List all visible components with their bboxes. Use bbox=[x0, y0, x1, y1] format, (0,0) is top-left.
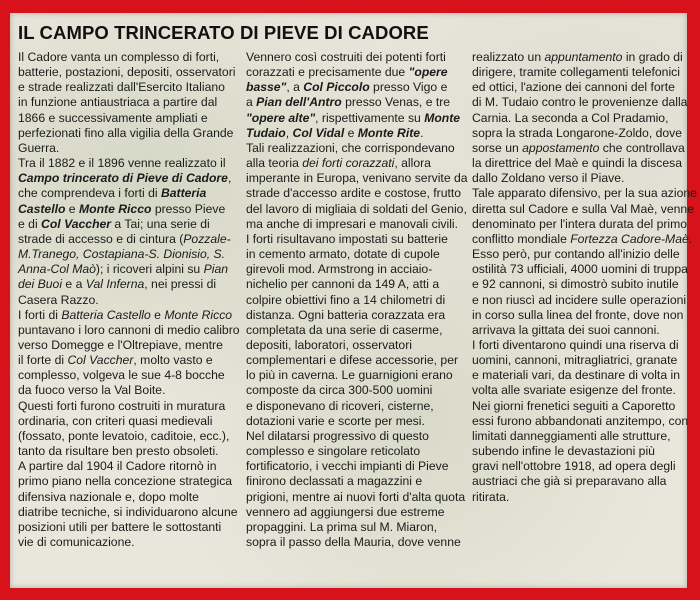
text-line bbox=[246, 186, 468, 201]
bold-italic-run: Castello bbox=[18, 201, 66, 216]
text-run: Tra il 1882 e il 1896 venne realizzato il bbox=[18, 156, 226, 171]
text-line bbox=[472, 171, 697, 186]
text-line bbox=[18, 490, 240, 505]
text-run: strade d'accesso ardite e costose, frutto bbox=[246, 186, 462, 201]
text-line bbox=[246, 414, 468, 429]
text-run: e bbox=[65, 201, 79, 216]
text-run: Nel dilatarsi progressivo di questo bbox=[246, 428, 429, 443]
text-run: 1866 e successivamente ampliati e bbox=[18, 110, 208, 125]
text-run: puntavano i loro cannoni di medio calibro bbox=[18, 322, 240, 337]
text-run: la direttrice del Maè e quindi la discesa bbox=[472, 156, 683, 171]
text-run: a Tai; una serie di bbox=[111, 216, 210, 231]
text-line bbox=[472, 277, 697, 292]
text-line bbox=[472, 444, 697, 459]
text-line bbox=[18, 308, 240, 323]
text-line bbox=[472, 323, 697, 338]
text-run: di M. Tudaio contro le provenienze dalla bbox=[472, 95, 688, 110]
text-line bbox=[18, 111, 240, 126]
text-run: dallo Zoldano verso il Piave. bbox=[472, 171, 625, 186]
text-line bbox=[18, 535, 240, 550]
text-line bbox=[18, 520, 240, 535]
text-run: batterie, postazioni, depositi, osservatori bbox=[18, 65, 236, 80]
bold-italic-run: Monte Ricco bbox=[78, 201, 152, 216]
text-line bbox=[472, 308, 697, 323]
text-line bbox=[246, 202, 468, 217]
text-line bbox=[18, 156, 240, 171]
text-line bbox=[18, 429, 240, 444]
text-run: in corso sulla linea del fronte, dove non bbox=[472, 307, 684, 322]
text-run: ritirata. bbox=[472, 489, 510, 504]
text-run: , rispettivamente su bbox=[315, 110, 425, 125]
page-title: IL CAMPO TRINCERATO DI PIEVE DI CADORE bbox=[18, 22, 429, 43]
text-line bbox=[246, 368, 468, 383]
text-run: I forti risultavano impostati su batterie bbox=[246, 231, 448, 246]
text-line bbox=[472, 247, 697, 262]
text-line bbox=[246, 429, 468, 444]
italic-run: Batteria Castello bbox=[61, 307, 151, 322]
text-line bbox=[18, 247, 240, 262]
text-line bbox=[472, 141, 697, 156]
text-run: primo piano nella concezione strategica bbox=[18, 474, 233, 489]
text-run: corazzati e precisamente due bbox=[246, 65, 409, 80]
text-line bbox=[18, 202, 240, 217]
text-run: imperante in Europa, venivano servite da bbox=[246, 171, 468, 186]
text-run: , allora bbox=[394, 156, 431, 171]
text-line bbox=[246, 277, 468, 292]
text-run: Il Cadore vanta un complesso di forti, bbox=[18, 50, 220, 64]
text-run: distanza. Ogni batteria corazzata era bbox=[246, 307, 446, 322]
text-line bbox=[18, 171, 240, 186]
text-run: sorse un bbox=[472, 140, 523, 155]
bold-italic-run: Tudaio bbox=[246, 125, 286, 140]
bold-italic-run: Col Vidal bbox=[292, 125, 345, 140]
text-line bbox=[18, 65, 240, 80]
bold-italic-run: Monte bbox=[424, 110, 461, 125]
text-run: e 92 cannoni, si dimostrò subito inutile bbox=[472, 277, 679, 292]
text-run: dotazioni varie e scorte per mesi. bbox=[246, 413, 425, 428]
text-line bbox=[18, 353, 240, 368]
text-line bbox=[472, 399, 697, 414]
text-run: lo più in caverna. Le guarnigioni erano bbox=[246, 368, 453, 383]
text-run: Tali realizzazioni, che corrispondevano bbox=[246, 140, 455, 155]
text-run: limitati danneggiamenti alle strutture, bbox=[472, 428, 671, 443]
text-run: in grado di bbox=[622, 50, 683, 64]
text-line bbox=[18, 262, 240, 277]
bold-italic-run: basse" bbox=[246, 80, 287, 95]
text-line bbox=[246, 217, 468, 232]
text-run: , bbox=[227, 171, 232, 186]
text-run: in cemento armato, dotate di cupole bbox=[246, 247, 440, 262]
text-line bbox=[246, 232, 468, 247]
text-line bbox=[18, 323, 240, 338]
text-run: Questi forti furono costruiti in muratura bbox=[18, 398, 226, 413]
text-line bbox=[246, 520, 468, 535]
text-run: depositi, laboratori, osservatori bbox=[246, 337, 412, 352]
text-line bbox=[246, 50, 468, 65]
text-column-2 bbox=[246, 50, 468, 550]
text-run: subendo infine le devastazioni più bbox=[472, 444, 655, 459]
text-run: prigioni, mentre ai nuovi forti d'alta quota bbox=[246, 489, 466, 504]
text-run: sopra il passo della Mauria, dove venne bbox=[246, 535, 461, 549]
text-line bbox=[472, 474, 697, 489]
text-line bbox=[472, 429, 697, 444]
bold-italic-run: Pian dell'Antro bbox=[256, 95, 342, 110]
text-line bbox=[472, 65, 697, 80]
text-line bbox=[472, 80, 697, 95]
italic-run: Col Vaccher bbox=[67, 353, 134, 368]
text-run: conflitto mondiale bbox=[472, 231, 571, 246]
text-line bbox=[472, 459, 697, 474]
text-line bbox=[246, 444, 468, 459]
text-run: Casera Razzo. bbox=[18, 292, 99, 307]
text-run: sopra la strada Longarone-Zoldo, dove bbox=[472, 125, 683, 140]
italic-run: appostamento bbox=[522, 140, 600, 155]
text-run: e disponevano di ricoveri, cisterne, bbox=[246, 398, 434, 413]
text-line bbox=[18, 368, 240, 383]
text-run: e strade realizzati dall'Esercito Italiano bbox=[18, 80, 225, 95]
text-run: I forti diventarono quindi una riserva di bbox=[472, 337, 679, 352]
text-run: diatribe tecniche, si individuarono alcune bbox=[18, 504, 238, 519]
text-run: e bbox=[150, 307, 165, 322]
text-line bbox=[472, 95, 697, 110]
bold-italic-run: Col Piccolo bbox=[303, 80, 370, 95]
text-line bbox=[246, 474, 468, 489]
text-line bbox=[472, 338, 697, 353]
text-line bbox=[246, 80, 468, 95]
italic-run: Pian bbox=[203, 262, 229, 277]
text-line bbox=[246, 308, 468, 323]
text-line bbox=[18, 141, 240, 156]
bold-italic-run: Monte Rite bbox=[357, 125, 421, 140]
text-run: presso Vigo e bbox=[369, 80, 448, 95]
text-run: complementari e difese accessorie, per bbox=[246, 353, 459, 368]
text-run: Esso però, pur contando all'inizio delle bbox=[472, 247, 680, 262]
text-run: e bbox=[344, 125, 358, 140]
text-line bbox=[472, 262, 697, 277]
text-run: I forti di bbox=[18, 307, 62, 322]
text-run: . bbox=[688, 231, 693, 246]
bold-italic-run: "opere bbox=[408, 65, 448, 80]
text-line bbox=[18, 338, 240, 353]
text-line bbox=[18, 474, 240, 489]
text-line bbox=[246, 459, 468, 474]
text-run: e a bbox=[62, 277, 86, 292]
italic-run: Anna-Col Maò bbox=[18, 262, 96, 277]
text-line bbox=[246, 262, 468, 277]
text-line bbox=[18, 505, 240, 520]
text-line bbox=[18, 95, 240, 110]
text-line bbox=[246, 505, 468, 520]
text-run: che controllava bbox=[599, 140, 685, 155]
text-line bbox=[18, 414, 240, 429]
text-line bbox=[246, 247, 468, 262]
text-run: tanto da risultare ben presto obsoleti. bbox=[18, 444, 219, 459]
text-line bbox=[18, 399, 240, 414]
italic-run: Pozzale- bbox=[183, 231, 231, 246]
text-run: strade di accesso e di cintura ( bbox=[18, 231, 184, 246]
italic-run: dei Buoi bbox=[18, 277, 63, 292]
text-line bbox=[18, 126, 240, 141]
italic-run: appuntamento bbox=[544, 50, 623, 64]
text-run: Vennero così costruiti dei potenti forti bbox=[246, 50, 446, 64]
italic-run: dei forti corazzati bbox=[302, 156, 395, 171]
text-line bbox=[472, 383, 697, 398]
text-run: perfezionati fino alla vigilia della Grande bbox=[18, 125, 234, 140]
text-run: complesso e singolare reticolato bbox=[246, 444, 421, 459]
text-column-3 bbox=[472, 50, 697, 505]
text-run: volta alle svariate esigenze del fronte. bbox=[472, 383, 676, 398]
text-run: verso Domegge e l'Oltrepiave, mentre bbox=[18, 337, 223, 352]
text-line bbox=[246, 353, 468, 368]
text-run: posizioni utili per battere le sottostanti bbox=[18, 519, 222, 534]
text-run: del lavoro di migliaia di soldati del Genio, bbox=[246, 201, 467, 216]
italic-run: Monte Ricco bbox=[164, 307, 233, 322]
text-run: difensiva nazionale e, dopo molte bbox=[18, 489, 199, 504]
bold-italic-run: Col Vaccher bbox=[41, 216, 112, 231]
text-line bbox=[472, 111, 697, 126]
text-line bbox=[246, 141, 468, 156]
bold-italic-run: "opere alte" bbox=[246, 110, 316, 125]
text-run: diretta sul Cadore e sulla Val Maè, venne bbox=[472, 201, 694, 216]
text-run: propaggini. La prima sul M. Miaron, bbox=[246, 519, 438, 534]
text-line bbox=[472, 126, 697, 141]
text-line bbox=[246, 490, 468, 505]
text-line bbox=[472, 490, 697, 505]
text-run: uomini, cannoni, mitragliatrici, granate bbox=[472, 353, 678, 368]
text-line bbox=[246, 171, 468, 186]
text-run: ma anche di impresari e manovali civili. bbox=[246, 216, 459, 231]
italic-run: M.Tranego, Costapiana-S. Dionisio, S. bbox=[18, 247, 226, 262]
text-run: Guerra. bbox=[18, 140, 60, 155]
text-run: presso Venas, e tre bbox=[341, 95, 451, 110]
text-run: ordinaria, con criteri quasi medievali bbox=[18, 413, 213, 428]
text-line bbox=[472, 368, 697, 383]
text-run: gravi nell'ottobre 1918, ad opera degli bbox=[472, 459, 676, 474]
text-run: , nei pressi di bbox=[144, 277, 217, 292]
text-line bbox=[18, 383, 240, 398]
bold-italic-run: Campo trincerato di Pieve di Cadore bbox=[18, 171, 228, 186]
text-run: complesso, volgeva le sue 4-8 bocche bbox=[18, 368, 225, 383]
text-run: denominato per l'intera durata del primo bbox=[472, 216, 688, 231]
text-line bbox=[18, 50, 240, 65]
text-run: girevoli mod. Armstrong in acciaio- bbox=[246, 262, 433, 277]
text-run: austriaci che già si preparavano alla bbox=[472, 474, 667, 489]
text-run: nichelio per cannoni da 149 A, atti a bbox=[246, 277, 440, 292]
text-line bbox=[246, 293, 468, 308]
text-line bbox=[18, 459, 240, 474]
text-line bbox=[472, 186, 697, 201]
text-line bbox=[18, 293, 240, 308]
text-line bbox=[472, 156, 697, 171]
text-run: colpire obiettivi fino a 14 chilometri di bbox=[246, 292, 446, 307]
text-run: a bbox=[246, 95, 257, 110]
text-line bbox=[472, 414, 697, 429]
italic-run: Val Inferna bbox=[85, 277, 145, 292]
italic-run: Fortezza Cadore-Maè bbox=[570, 231, 689, 246]
text-run: A partire dal 1904 il Cadore ritornò in bbox=[18, 459, 217, 474]
text-line bbox=[246, 399, 468, 414]
text-run: in funzione antiaustriaca a partire dal bbox=[18, 95, 218, 110]
bold-italic-run: Batteria bbox=[160, 186, 207, 201]
text-line bbox=[18, 217, 240, 232]
text-column-1 bbox=[18, 50, 240, 550]
text-run: il forte di bbox=[18, 353, 68, 368]
text-run: , a bbox=[286, 80, 304, 95]
text-run: essi furono abbandonati anzitempo, con bbox=[472, 413, 689, 428]
text-line bbox=[246, 156, 468, 171]
text-line bbox=[18, 232, 240, 247]
text-line bbox=[246, 323, 468, 338]
text-run: Carnia. La seconda a Col Pradamio, bbox=[472, 110, 669, 125]
text-run: vie di comunicazione. bbox=[18, 535, 135, 549]
text-line bbox=[18, 444, 240, 459]
text-line bbox=[246, 383, 468, 398]
text-run: , bbox=[285, 125, 293, 140]
text-run: ); i ricoveri alpini su bbox=[95, 262, 204, 277]
text-line bbox=[472, 202, 697, 217]
text-run: . bbox=[420, 125, 424, 140]
text-line bbox=[472, 232, 697, 247]
text-run: vennero ad aggiungersi due estreme bbox=[246, 504, 445, 519]
text-run: e materiali vari, da destinare di volta in bbox=[472, 368, 680, 383]
text-line bbox=[18, 186, 240, 201]
text-run: composte da circa 300-500 uomini bbox=[246, 383, 433, 398]
text-run: completata da una serie di caserme, bbox=[246, 322, 443, 337]
text-run: fortificatorio, i vecchi impianti di Pieve bbox=[246, 459, 449, 474]
text-line bbox=[246, 338, 468, 353]
text-run: (fossato, ponte levatoio, caditoie, ecc.), bbox=[18, 428, 230, 443]
text-line bbox=[472, 50, 697, 65]
text-line bbox=[18, 277, 240, 292]
text-run: presso Pieve bbox=[151, 201, 226, 216]
text-run: Tale apparato difensivo, per la sua azione bbox=[472, 186, 697, 201]
text-line bbox=[246, 126, 468, 141]
text-run: Nei giorni frenetici seguiti a Caporetto bbox=[472, 398, 676, 413]
text-run: realizzato un bbox=[472, 50, 545, 64]
text-line bbox=[472, 353, 697, 368]
text-run: e di bbox=[18, 216, 42, 231]
text-run: dirigere, tramite collegamenti telefonici bbox=[472, 65, 680, 80]
text-line bbox=[246, 65, 468, 80]
text-run: alla teoria bbox=[246, 156, 303, 171]
text-run: che comprendeva i forti di bbox=[18, 186, 161, 201]
text-line bbox=[18, 80, 240, 95]
text-run: ed ottici, l'azione dei cannoni del forte bbox=[472, 80, 675, 95]
text-run: arrivava la gittata dei suoi cannoni. bbox=[472, 322, 660, 337]
text-run: , molto vasto e bbox=[133, 353, 213, 368]
text-run: da fuoco verso la Val Boite. bbox=[18, 383, 166, 398]
text-run: ostilità 73 ufficiali, 4000 uomini di truppa bbox=[472, 262, 688, 277]
text-line bbox=[472, 293, 697, 308]
text-run: e non riuscì ad incidere sulle operazioni bbox=[472, 292, 687, 307]
text-line bbox=[472, 217, 697, 232]
text-line bbox=[246, 111, 468, 126]
text-line bbox=[246, 535, 468, 550]
text-line bbox=[246, 95, 468, 110]
text-run: finirono declassati a magazzini e bbox=[246, 474, 423, 489]
